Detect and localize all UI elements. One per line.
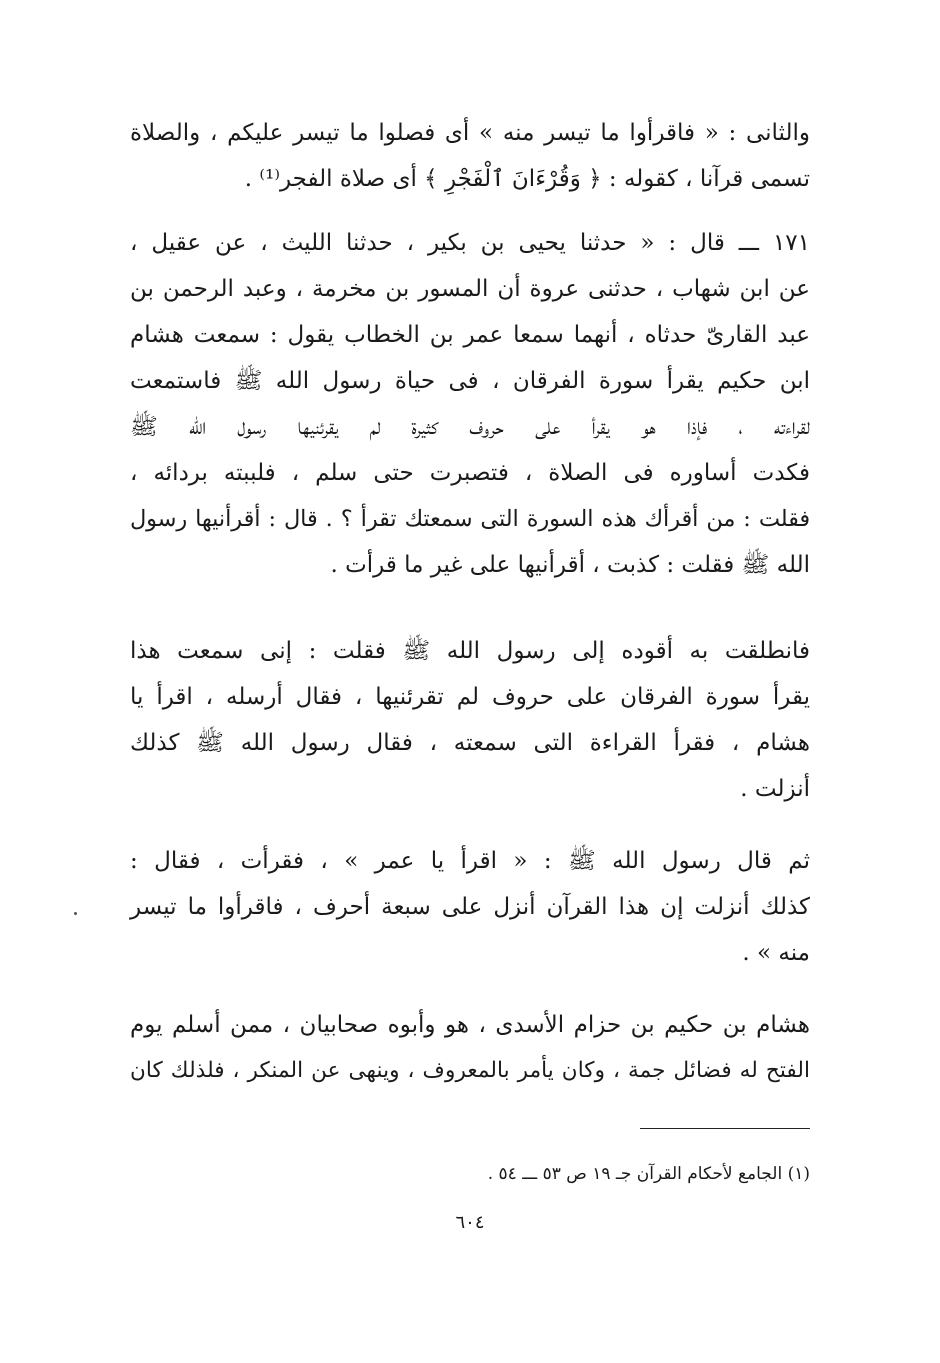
footnote-divider <box>640 1128 810 1129</box>
paragraph-5 <box>130 1002 810 1094</box>
text-line: الفتح له فضائل جمة ، وكان يأمر بالمعروف ، وينهى عن المنكر ، فلذلك كان <box>130 1058 810 1083</box>
text-line: هشام بن حكيم بن حزام الأسدى ، هو وأبوه صحابيان ، ممن أسلم يوم <box>130 1012 810 1038</box>
scan-speck <box>74 912 77 915</box>
text-line: فكدت أساوره فى الصلاة ، فتصبرت حتى سلم ، فلببته بردائه ، <box>130 460 810 486</box>
text-line: يقرأ سورة الفرقان على حروف لم تقرئنيها ، فقال أرسله ، اقرأ يا <box>130 684 810 710</box>
paragraph-hadith-171 <box>130 220 810 588</box>
text-line: والثانى : « فاقرأوا ما تيسر منه » أى فصلوا ما تيسر عليكم ، والصلاة <box>130 120 810 146</box>
text-line: ابن حكيم يقرأ سورة الفرقان ، فى حياة رسول الله ﷺ فاستمعت <box>130 368 810 394</box>
text-line: فقلت : من أقرأك هذه السورة التى سمعتك تقرأ ؟ . قال : أقرأنيها رسول <box>130 506 810 532</box>
text-line: فانطلقت به أقوده إلى رسول الله ﷺ فقلت : إنى سمعت هذا <box>130 638 810 664</box>
text-line: أنزلت . <box>740 776 810 802</box>
text-line: ١٧١ ـــ قال : « حدثنا يحيى بن بكير ، حدثنا الليث ، عن عقيل ، <box>130 230 810 256</box>
page-number: ٦٠٤ <box>455 1212 485 1233</box>
text-line: منه » . <box>742 940 810 966</box>
text-line: هشام ، فقرأ القراءة التى سمعته ، فقال رسول الله ﷺ كذلك <box>130 730 810 756</box>
text-line: الله ﷺ فقلت : كذبت ، أقرأنيها على غير ما قرأت . <box>330 552 810 578</box>
paragraph-4 <box>130 838 810 976</box>
text-line: عبد القارىّ حدثاه ، أنهما سمعا عمر بن الخطاب يقول : سمعت هشام <box>130 322 810 348</box>
text-line: عن ابن شهاب ، حدثنى عروة أن المسور بن مخرمة ، وعبد الرحمن بن <box>130 276 810 302</box>
text-line: كذلك أنزلت إن هذا القرآن أنزل على سبعة أحرف ، فاقرأوا ما تيسر <box>130 894 810 920</box>
text-line: تسمى قرآنا ، كقوله : ﴿ وَقُرْءَانَ ٱلْفَجْرِ ﴾ أى صلاة الفجر⁽¹⁾ . <box>244 166 810 192</box>
paragraph-3 <box>130 628 810 812</box>
text-line: ثم قال رسول الله ﷺ : « اقرأ يا عمر » ، فقرأت ، فقال : <box>130 848 810 874</box>
paragraph-1 <box>130 110 810 202</box>
footnote: (١) الجامع لأحكام القرآن جـ ١٩ ص ٥٣ ـــ ٥٤ . <box>487 1164 810 1184</box>
text-line: لقراءته ، فإذا هو يقرأ على حروف كثيرة لم يقرئنيها رسول الله ﷺ <box>130 414 810 440</box>
